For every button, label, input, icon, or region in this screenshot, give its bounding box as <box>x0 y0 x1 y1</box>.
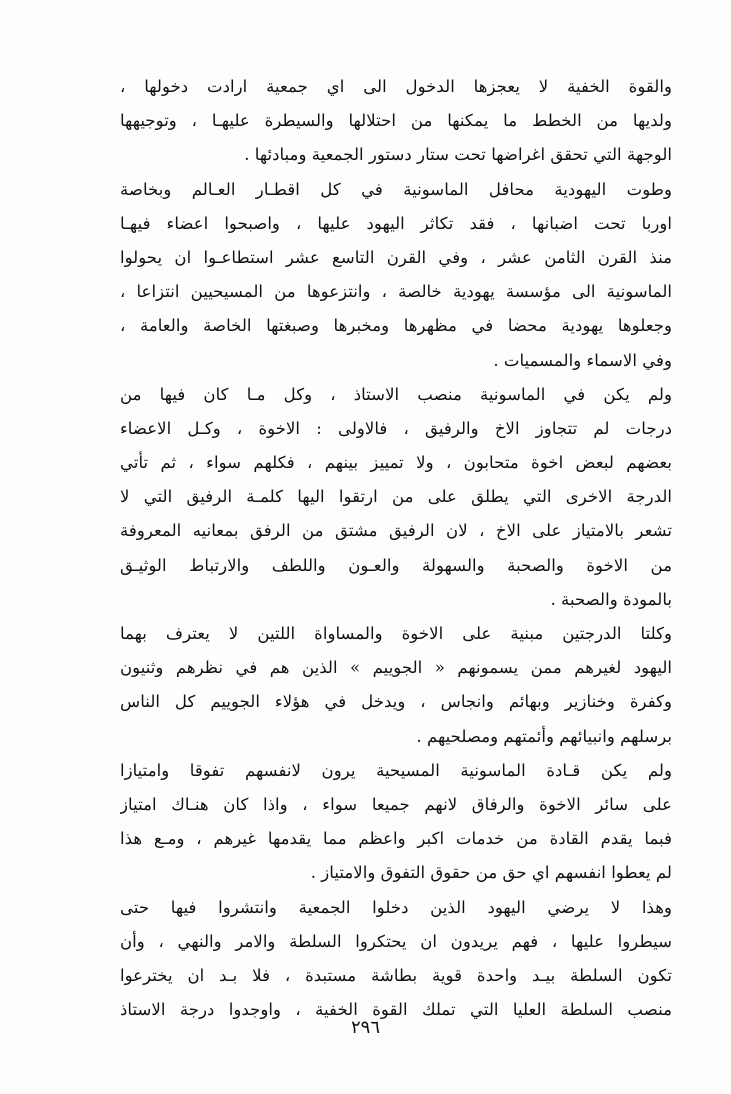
text-line: بالمودة والصحبة . <box>550 589 672 609</box>
text-line: من الاخوة والصحبة والسهولة والعـون واللطف والارتباط الوثيـق <box>120 555 672 575</box>
text-line: ولم يكن في الماسونية منصب الاستاذ ، وكل مـا كان فيها من <box>120 384 672 404</box>
text-line: تشعر بالامتياز على الاخ ، لان الرفيق مشتق من الرفق بمعانيه المعروفة <box>120 521 672 541</box>
text-line: درجات لم تتجاوز الاخ والرفيق ، فالاولى : الاخوة ، وكـل الاعضاء <box>120 418 672 438</box>
text-line: وفي الاسماء والمسميات . <box>493 350 672 370</box>
text-line: برسلهم وانبيائهم وأئمتهم ومصلحيهم . <box>416 726 672 746</box>
text-line: بعضهم لبعض اخوة متحابون ، ولا تمييز بينهم ، فكلهم سواء ، ثم تأتي <box>120 453 672 473</box>
text-line: سيطروا عليها ، فهم يريدون ان يحتكروا السلطة والامر والنهي ، وأن <box>120 931 672 951</box>
text-line: لم يعطوا انفسهم اي حق من حقوق التفوق والامتياز . <box>310 863 672 883</box>
text-line: وهذا لا يرضي اليهود الذين دخلوا الجمعية وانتشروا فيها حتى <box>120 897 672 917</box>
text-line: الوجهة التي تحقق اغراضها تحت ستار دستور الجمعية ومبادئها . <box>244 145 672 165</box>
text-line: وكلتا الدرجتين مبنية على الاخوة والمساواة اللتين لا يعترف بهما <box>120 624 672 643</box>
text-line: ولديها من الخطط ما يمكنها من احتلالها والسيطرة عليهـا ، وتوجيهها <box>120 111 672 131</box>
text-line: والقوة الخفية لا يعجزها الدخول الى اي جمعية ارادت دخولها ، <box>120 77 672 96</box>
page-number: ٢٩٦ <box>350 1017 380 1038</box>
text-line: منصب السلطة العليا التي تملك القوة الخفية ، واوجدوا درجة الاستاذ <box>120 1000 672 1020</box>
text-line: وطوت اليهودية محافل الماسونية في كل اقطـار العـالم وبخاصة <box>120 179 672 199</box>
text-line: ولم يكن قـادة الماسونية المسيحية يرون لانفسهم تفوقا وامتيازا <box>120 760 672 780</box>
text-line: وجعلوها يهودية محضا في مظهرها ومخبرها وصبغتها الخاصة والعامة ، <box>120 316 672 336</box>
text-line: منذ القرن الثامن عشر ، وفي القرن التاسع عشر استطاعـوا ان يحولوا <box>120 247 672 267</box>
text-line: على سائر الاخوة والرفاق لانهم جميعا سواء ، واذا كان هنـاك امتياز <box>120 794 672 814</box>
text-line: اوربا تحت اضبانها ، فقد تكاثر اليهود عليها ، واصبحوا اعضاء فيهـا <box>120 213 672 233</box>
text-line: تكون السلطة بيـد واحدة قوية بطاشة مستبدة ، فلا بـد ان يخترعوا <box>120 965 672 985</box>
text-line: اليهود لغيرهم ممن يسمونهم « الجوييم » الذين هم في نظرهم وثنيون <box>120 658 672 678</box>
text-line: الدرجة الاخرى التي يطلق على من ارتقوا اليها كلمـة الرفيق التي لا <box>120 487 672 507</box>
text-line: فبما يقدم القادة من خدمات اكبر واعظم مما يقدمها غيرهم ، ومـع هذا <box>120 829 672 849</box>
text-line: وكفرة وخنازير وبهائم وانجاس ، ويدخل في هؤلاء الجوييم كل الناس <box>120 692 672 712</box>
body-text <box>120 70 672 1027</box>
text-line: الماسونية الى مؤسسة يهودية خالصة ، وانتزعوها من المسيحيين انتزاعا ، <box>120 282 672 302</box>
